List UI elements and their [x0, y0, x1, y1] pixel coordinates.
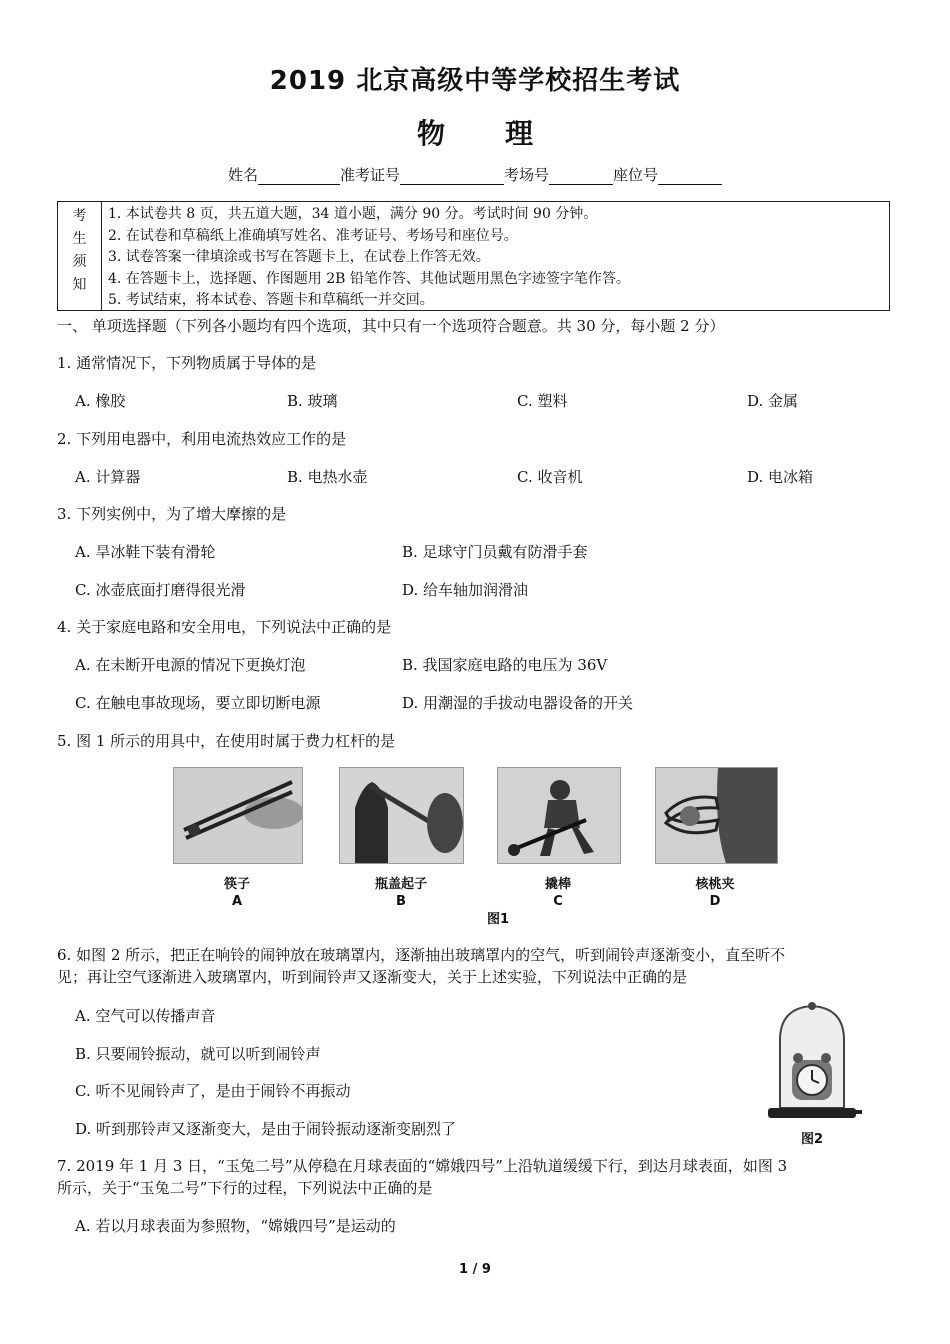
figure-2-caption: 图2 — [800, 1132, 824, 1147]
option-b[interactable]: B. 玻璃 — [287, 392, 338, 410]
name-label: 姓名 — [227, 166, 258, 184]
name-blank[interactable] — [258, 167, 340, 185]
option-a[interactable]: A. 空气可以传播声音 — [75, 1007, 216, 1025]
option-b[interactable]: B. 只要闹铃振动，就可以听到闹铃声 — [75, 1045, 321, 1063]
option-a[interactable]: A. 计算器 — [75, 468, 141, 486]
photo-bottle-opener — [339, 767, 464, 864]
notice-side-char: 考 — [72, 208, 87, 224]
seat-blank[interactable] — [658, 167, 722, 185]
fig1-label-c-name: 撬棒 — [544, 877, 571, 892]
section-heading: 一、 单项选择题（下列各小题均有四个选项，其中只有一个选项符合题意。共 30 分，每小题 2 分） — [57, 317, 725, 335]
figure-1-caption: 图1 — [486, 912, 510, 927]
notice-item: 2. 在试卷和草稿纸上准确填写姓名、准考证号、考场号和座位号。 — [108, 227, 518, 244]
notice-item: 5. 考试结束，将本试卷、答题卡和草稿纸一并交回。 — [108, 292, 434, 308]
student-info-line — [0, 164, 950, 185]
option-b[interactable]: B. 足球守门员戴有防滑手套 — [402, 543, 588, 561]
option-a[interactable]: A. 在未断开电源的情况下更换灯泡 — [75, 656, 306, 674]
option-c[interactable]: C. 塑料 — [517, 392, 568, 410]
subject-char-2: 理 — [505, 117, 534, 150]
option-a[interactable]: A. 旱冰鞋下装有滑轮 — [75, 543, 216, 561]
notice-side-char: 知 — [72, 277, 87, 293]
option-c[interactable]: C. 听不见闹铃声了，是由于闹铃不再振动 — [75, 1082, 351, 1100]
notice-item: 4. 在答题卡上，选择题、作图题用 2B 铅笔作答、其他试题用黑色字迹签字笔作答。 — [108, 270, 630, 287]
question-stem — [57, 1155, 897, 1199]
notice-side-char: 须 — [72, 254, 87, 270]
fig1-label-b-letter: B — [396, 894, 406, 909]
option-d[interactable]: D. 电冰箱 — [747, 468, 814, 486]
subject-char-1: 物 — [416, 117, 445, 150]
room-blank[interactable] — [549, 167, 613, 185]
candidate-notice-box — [57, 201, 890, 311]
option-a[interactable]: A. 若以月球表面为参照物，“嫦娥四号”是运动的 — [75, 1217, 396, 1235]
question-stem — [57, 944, 897, 988]
question-stem-line: 所示，关于“玉兔二号”下行的过程，下列说法中正确的是 — [57, 1179, 433, 1197]
fig1-label-d-name: 核桃夹 — [695, 877, 735, 892]
option-c[interactable]: C. 收音机 — [517, 468, 583, 486]
question-stem: 4. 关于家庭电路和安全用电，下列说法中正确的是 — [57, 618, 392, 636]
fig1-label-c-letter: C — [553, 894, 563, 909]
option-c[interactable]: C. 冰壶底面打磨得很光滑 — [75, 581, 246, 599]
option-d[interactable]: D. 金属 — [747, 392, 799, 410]
notice-items — [108, 204, 630, 312]
option-d[interactable]: D. 用潮湿的手拔动电器设备的开关 — [402, 694, 634, 712]
notice-item: 1. 本试卷共 8 页，共五道大题，34 道小题，满分 90 分。考试时间 90 分钟。 — [108, 206, 598, 222]
option-b[interactable]: B. 电热水壶 — [287, 468, 368, 486]
option-a[interactable]: A. 橡胶 — [75, 392, 126, 410]
subject-title — [0, 112, 950, 152]
question-stem: 5. 图 1 所示的用具中，在使用时属于费力杠杆的是 — [57, 732, 396, 750]
page-number: 1 / 9 — [459, 1262, 491, 1277]
photo-nutcracker — [655, 767, 778, 864]
question-stem: 1. 通常情况下，下列物质属于导体的是 — [57, 354, 317, 372]
notice-side-label — [58, 202, 102, 310]
question-stem-line: 6. 如图 2 所示，把正在响铃的闹钟放在玻璃罩内，逐渐抽出玻璃罩内的空气，听到闹铃声逐渐变小，直至听不 — [57, 946, 786, 964]
option-d[interactable]: D. 给车轴加润滑油 — [402, 581, 529, 599]
notice-item: 3. 试卷答案一律填涂或书写在答题卡上，在试卷上作答无效。 — [108, 249, 490, 265]
question-stem-line: 见；再让空气逐渐进入玻璃罩内，听到闹铃声又逐渐变大，关于上述实验，下列说法中正确的是 — [57, 968, 688, 986]
exam-title: 2019 北京高级中等学校招生考试 — [269, 66, 681, 96]
figure-2-bell-jar — [762, 1000, 862, 1126]
fig1-label-a-name: 筷子 — [223, 877, 250, 892]
seat-label: 座位号 — [613, 166, 659, 184]
question-stem-line: 7. 2019 年 1 月 3 日，“玉兔二号”从停稳在月球表面的“嫦娥四号”上沿轨道缓缓下行，到达月球表面，如图 3 — [57, 1157, 788, 1175]
fig1-label-b-name: 瓶盖起子 — [374, 877, 427, 892]
photo-crowbar — [497, 767, 621, 864]
room-label: 考场号 — [504, 166, 550, 184]
option-d[interactable]: D. 听到那铃声又逐渐变大，是由于闹铃振动逐渐变剧烈了 — [75, 1120, 457, 1138]
option-c[interactable]: C. 在触电事故现场，要立即切断电源 — [75, 694, 321, 712]
fig1-label-d-letter: D — [709, 894, 721, 909]
exam-id-label: 准考证号 — [339, 166, 400, 184]
fig1-label-a-letter: A — [231, 894, 243, 909]
photo-chopsticks — [173, 767, 303, 864]
question-stem: 2. 下列用电器中，利用电流热效应工作的是 — [57, 430, 347, 448]
notice-side-char: 生 — [72, 231, 87, 247]
exam-id-blank[interactable] — [400, 167, 504, 185]
option-b[interactable]: B. 我国家庭电路的电压为 36V — [402, 656, 608, 674]
question-stem: 3. 下列实例中，为了增大摩擦的是 — [57, 505, 287, 523]
